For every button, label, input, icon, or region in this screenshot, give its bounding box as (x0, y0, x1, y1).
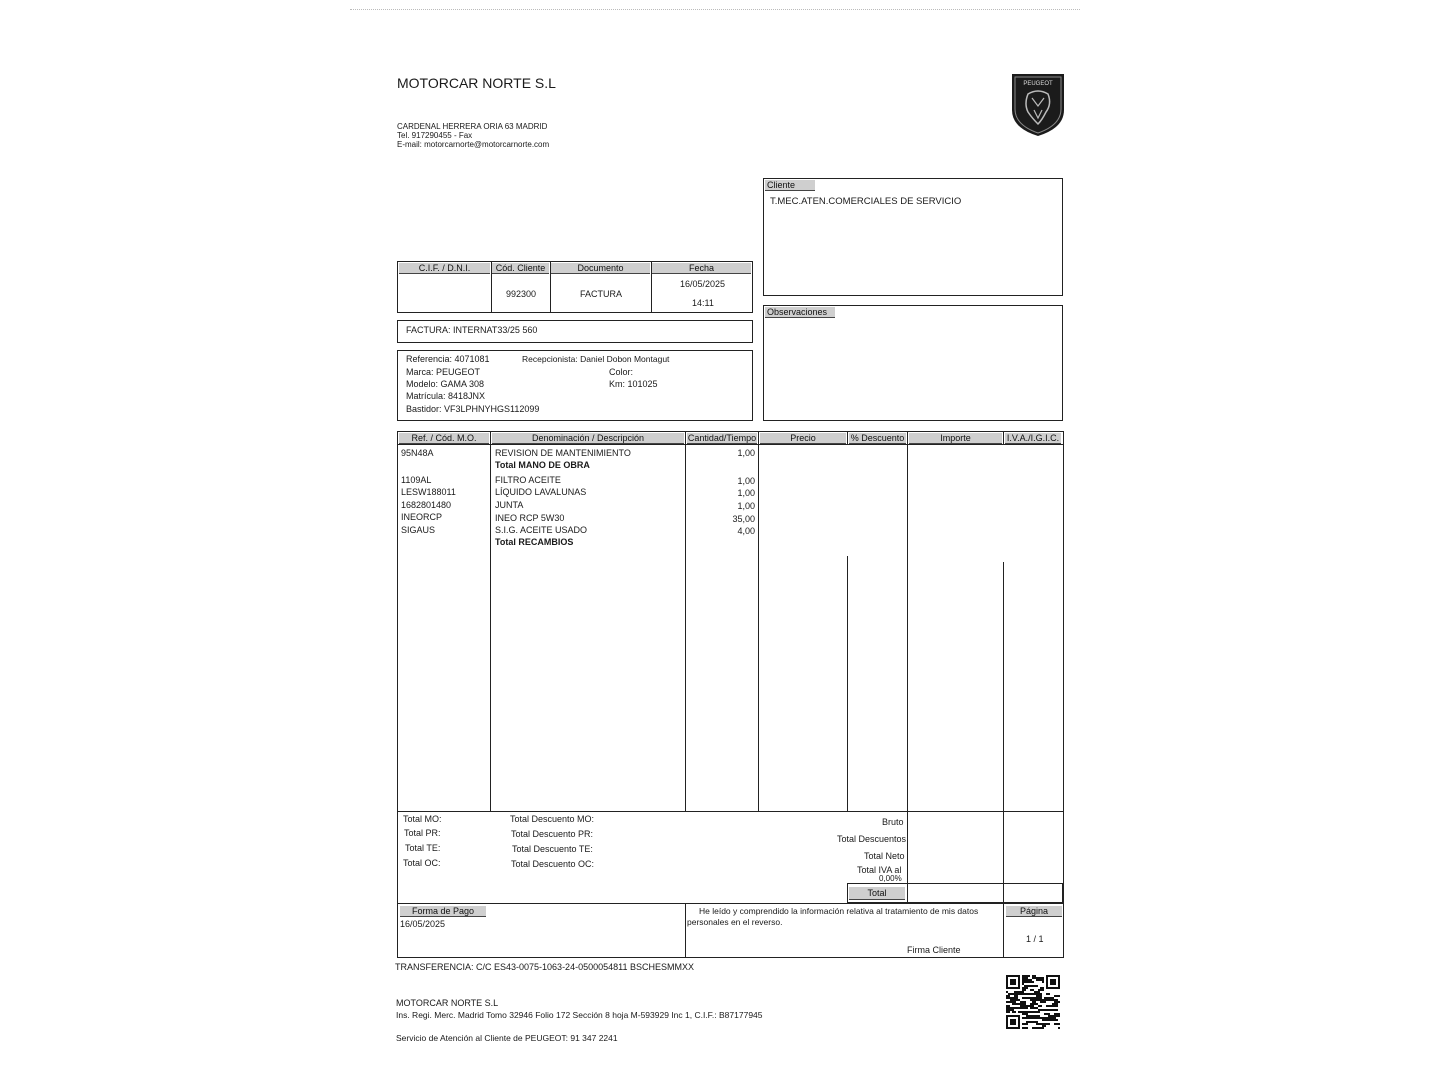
total-discount-mo: Total Descuento MO: (510, 814, 595, 824)
vehicle-bastidor: Bastidor: VF3LPHNYHGS112099 (406, 404, 540, 414)
total-mo: Total MO: (403, 814, 442, 824)
client-label: Cliente (765, 180, 815, 191)
lines-header-price: Precio (760, 433, 846, 444)
company-phone: Tel. 917290455 - Fax (397, 131, 473, 140)
vehicle-referencia: Referencia: 4071081 (406, 354, 490, 364)
page-number: 1 / 1 (1026, 934, 1044, 944)
vehicle-km: Km: 101025 (609, 379, 658, 389)
line-ref: 95N48A (401, 448, 434, 458)
line-ref: SIGAUS (401, 525, 436, 535)
line-desc (495, 461, 590, 470)
lines-header-desc: Denominación / Descripción (492, 433, 684, 444)
line-ref: LESW188011 (401, 487, 456, 497)
scan-artifact-line (350, 9, 1080, 10)
footer-registry: Ins. Regi. Merc. Madrid Tomo 32946 Folio 172 Sección 8 hoja M-593929 Inc 1, C.I.F.: B87177945 (396, 1010, 763, 1020)
signature-label: Firma Cliente (907, 945, 961, 955)
peugeot-lion-shield-icon (1008, 72, 1068, 138)
company-address: CARDENAL HERRERA ORIA 63 MADRID (397, 122, 548, 131)
total-discounts-label: Total Descuentos (837, 834, 907, 844)
line-ref: INEORCP (401, 512, 443, 522)
line-desc: FILTRO ACEITE (495, 475, 561, 485)
total-oc: Total OC: (403, 858, 441, 868)
doc-header-date: Fecha (652, 263, 751, 274)
lines-header-amount: Importe (909, 433, 1002, 444)
line-desc: JUNTA (495, 500, 524, 510)
total-label: Total (849, 887, 905, 900)
svg-text:PEUGEOT: PEUGEOT (1023, 81, 1053, 87)
transfer-info: TRANSFERENCIA: C/C ES43-0075-1063-24-0500054811 BSCHESMMXX (395, 962, 694, 972)
total-pr: Total PR: (404, 828, 441, 838)
line-desc: REVISION DE MANTENIMIENTO (495, 448, 631, 458)
line-desc-prefix: Total (495, 537, 516, 547)
total-discount-pr: Total Descuento PR: (511, 829, 594, 839)
bruto-label: Bruto (882, 817, 904, 827)
line-desc-value: RECAMBIOS (518, 537, 574, 547)
doc-time-value: 14:11 (692, 298, 714, 308)
observations-label: Observaciones (765, 307, 835, 318)
line-qty: 1,00 (737, 488, 755, 498)
total-net-label: Total Neto (864, 851, 905, 861)
payment-method-label: Forma de Pago (400, 906, 486, 917)
page-label: Página (1006, 906, 1062, 917)
client-name: T.MEC.ATEN.COMERCIALES DE SERVICIO (770, 196, 962, 207)
line-ref: 1682801480 (401, 500, 452, 510)
payment-date: 16/05/2025 (400, 919, 446, 929)
line-desc (495, 538, 573, 547)
vehicle-color: Color: (609, 367, 634, 377)
company-name: MOTORCAR NORTE S.L (397, 75, 556, 91)
total-vat-label: Total IVA al (857, 865, 902, 875)
observations-box (763, 305, 1063, 421)
lines-header-discount: % Descuento (850, 433, 905, 443)
line-ref: 1109AL (401, 475, 432, 485)
doc-header-cif: C.I.F. / D.N.I. (399, 263, 490, 274)
line-qty: 1,00 (737, 448, 755, 458)
lines-header-vat: I.V.A./I.G.I.C. (1006, 433, 1060, 443)
doc-header-client-code: Cód. Cliente (492, 263, 549, 274)
line-desc-value: MANO DE OBRA (518, 460, 590, 470)
vehicle-marca: Marca: PEUGEOT (406, 367, 481, 377)
doc-client-code-value: 992300 (506, 289, 537, 299)
privacy-text: He leído y comprendido la información relativa al tratamiento de mis datos (699, 906, 979, 916)
qr-code-icon (1006, 975, 1060, 1029)
footer-company: MOTORCAR NORTE S.L (396, 998, 499, 1008)
total-discount-te: Total Descuento TE: (512, 844, 593, 854)
company-email: E-mail: motorcarnorte@motorcarnorte.com (397, 140, 550, 149)
line-desc-prefix: Total (495, 460, 516, 470)
line-qty: 1,00 (737, 476, 755, 486)
total-discount-oc: Total Descuento OC: (511, 859, 595, 869)
line-qty: 1,00 (737, 501, 755, 511)
line-qty: 4,00 (737, 526, 755, 536)
lines-header-qty: Cantidad/Tiempo (687, 433, 757, 443)
vehicle-modelo: Modelo: GAMA 308 (406, 379, 485, 389)
doc-date-value: 16/05/2025 (680, 279, 726, 289)
lines-header-ref: Ref. / Cód. M.O. (399, 433, 489, 444)
total-vat-rate: 0,00% (879, 874, 902, 883)
line-qty: 35,00 (732, 514, 755, 524)
doc-document-value: FACTURA (580, 289, 623, 299)
total-te: Total TE: (405, 843, 441, 853)
line-desc: S.I.G. ACEITE USADO (495, 525, 588, 535)
footer-service: Servicio de Atención al Cliente de PEUGEOT: 91 347 2241 (396, 1033, 618, 1043)
vehicle-matricula: Matrícula: 8418JNX (406, 391, 486, 401)
doc-header-document: Documento (551, 263, 650, 274)
line-desc: INEO RCP 5W30 (495, 513, 565, 523)
privacy-text-2: personales en el reverso. (687, 917, 783, 927)
invoice-ref: FACTURA: INTERNAT33/25 560 (406, 325, 538, 335)
vehicle-recepcionista: Recepcionista: Daniel Dobon Montagut (522, 354, 670, 364)
line-desc: LÍQUIDO LAVALUNAS (495, 487, 587, 497)
